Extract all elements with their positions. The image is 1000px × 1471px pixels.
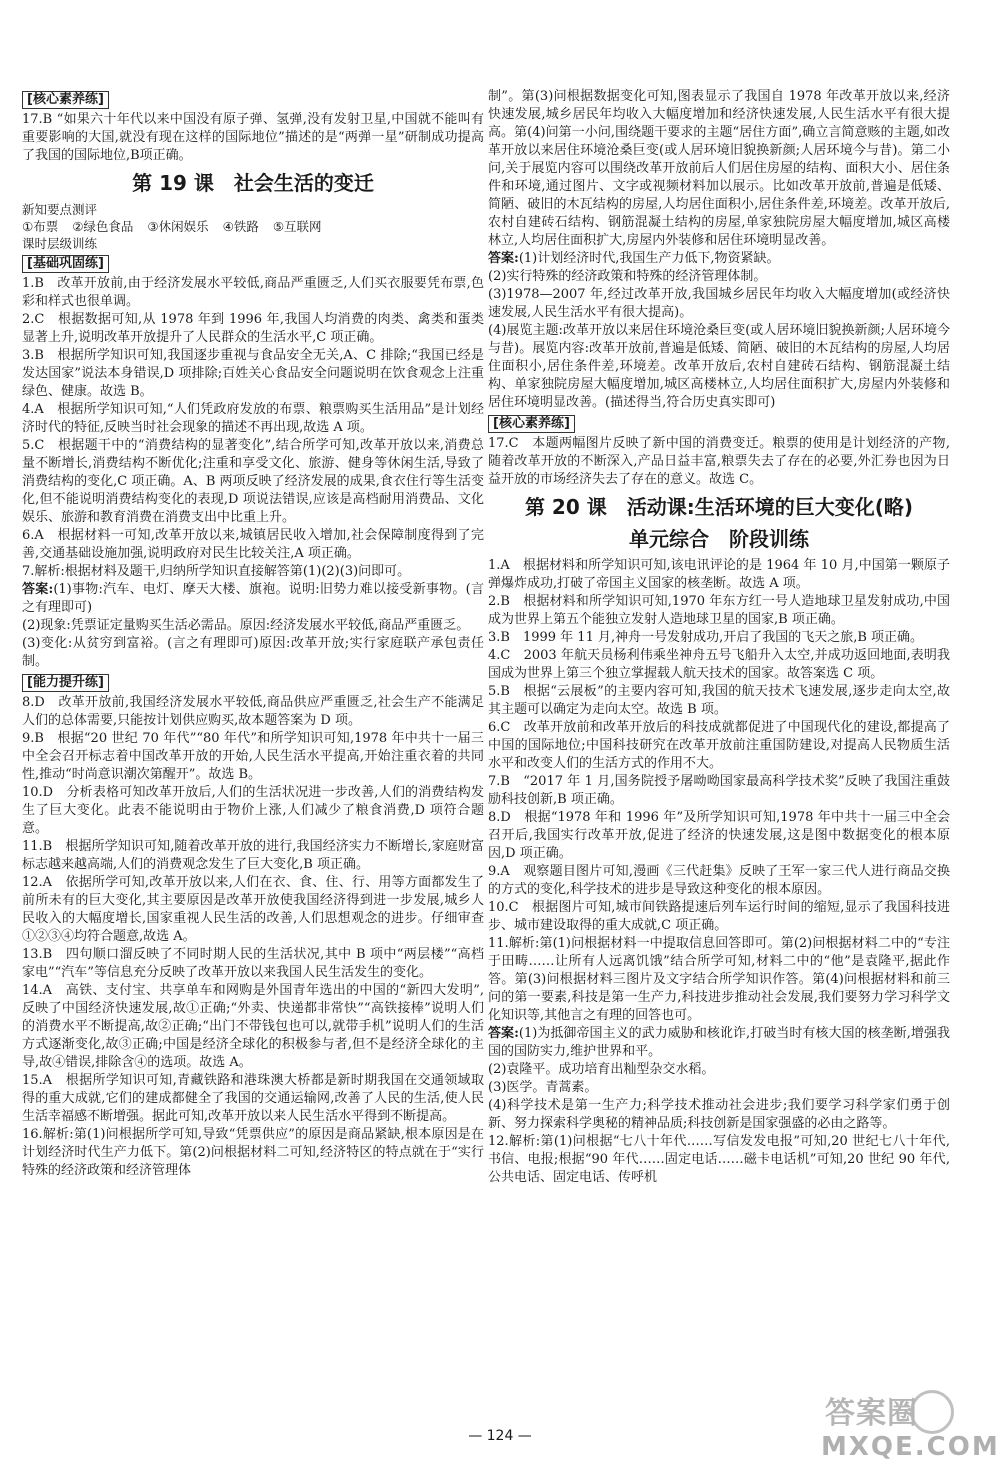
right-column (488, 88, 950, 1187)
answer-item: 17.C 本题两幅图片反映了新中国的消费变迁。粮票的使用是计划经济的产物,随着改革开放的不断深入,产品日益丰富,粮票失去了存在的必要,外汇券也因为日益开放的市场经济失去了存在的意义。故选 C。 (488, 436, 950, 487)
page-number: — 124 — (468, 1428, 532, 1444)
key-point: ①布票 (22, 219, 59, 234)
answer-item: 15.A 根据所学知识可知,青藏铁路和港珠澳大桥都是新时期我国在交通领域取得的重大成就,它们的建成都健全了我国的交通运输网,改善了人民的生活,使人民生活幸福感不断增强。据此可知,改革开放以来人民生活水平得到不断提高。 (22, 1073, 484, 1124)
lesson-19-title: 第 19 课 社会生活的变迁 (132, 171, 374, 195)
key-point: ⑤互联网 (272, 219, 322, 234)
answer-item: 1.B 改革开放前,由于经济发展水平较低,商品严重匮乏,人们买衣服要凭布票,色彩和样式也很单调。 (22, 276, 484, 309)
answer-item: 7.B “2017 年 1 月,国务院授予屠呦呦国家最高科学技术奖”反映了我国注重鼓励科技创新,B 项正确。 (488, 774, 950, 807)
answer-item: 5.C 根据题干中的“消费结构的显著变化”,结合所学可知,改革开放以来,消费总量不断增长,消费结构不断优化;注重和享受文化、旅游、健身等休闲生活,导致了消费结构的变化,C 项正确。A、B 两项反映了经济发展的成果,食衣住行等生活变化,但不能说明消费结构变化的表现,D 项说法错误,应该是高档耐用消费品、文化娱乐、旅游和教育消费在消费支出中比重上升。 (22, 438, 484, 525)
section-basic-head: [基础巩固练] (22, 255, 109, 273)
answer-block (488, 250, 950, 268)
answer-item: 16.解析:第(1)问根据所学可知,导致“凭票供应”的原因是商品紧缺,根本原因是在计划经济时代生产力低下。第(2)问根据材料二可知,经济特区的特点就在于“实行特殊的经济政策和经济管理体 (22, 1127, 484, 1178)
site-watermark (795, 1388, 1000, 1468)
answer-line: (1)计划经济时代,我国生产力低下,物资紧缺。 (518, 251, 780, 266)
answer-line: (3)1978—2007 年,经过改革开放,我国城乡居民年均收入大幅度增加(或经济快速发展,人民生活水平有很大提高)。 (488, 287, 950, 320)
watermark-url: MXQE.COM (821, 1432, 1000, 1462)
key-points-row (22, 218, 484, 235)
answer-item: 2.B 根据材料和所学知识可知,1970 年东方红一号人造地球卫星发射成功,中国成为世界上第五个能独立发射人造地球卫星的国家,B 项正确。 (488, 594, 950, 627)
answer-item: 1.A 根据材料和所学知识可知,该电讯评论的是 1964 年 10 月,中国第一颗原子弹爆炸成功,打破了帝国主义国家的核垄断。故选 A 项。 (488, 558, 950, 591)
answer-item: 8.D 根据“1978 年和 1996 年”及所学知识可知,1978 年中共十一届三中全会召开后,我国实行改革开放,促进了经济的快速发展,这是图中数据变化的根本原因,D 项正确。 (488, 810, 950, 861)
answer-item: 4.A 根据所学知识可知,“人们凭政府发放的布票、粮票购买生活用品”是计划经济时代的特征,反映当时社会现象的描述不再出现,故选 A 项。 (22, 402, 484, 435)
section-core-literacy-head: [核心素养练] (488, 415, 575, 433)
answer-item: 11.解析:第(1)问根据材料一中提取信息回答即可。第(2)问根据材料二中的“专注于田畴……让所有人远离饥饿”结合所学可知,材料二中的“他”是袁隆平,据此作答。第(3)问根据材料三图片及文字结合所学知识作答。第(4)问根据材料和前三问的第一要素,科技是第一生产力,科技进步推动社会发展,我们要努力学习科学文化知识等,其他言之有理的回答也可。 (488, 936, 950, 1023)
answer-item: 12.解析:第(1)问根据“七八十年代……写信发发电报”可知,20 世纪七八十年代,书信、电报;根据“90 年代……固定电话……磁卡电话机”可知,20 世纪 90 年代,公共电话、固定电话、传呼机 (488, 1134, 950, 1185)
answer-item-continued: 制”。第(3)问根据数据变化可知,图表显示了我国自 1978 年改革开放以来,经济快速发展,城乡居民年均收入大幅度增加和经济快速发展,人民生活水平有很大提高。第(4)问第一小问,围绕题干要求的主题“居住方面”,确立言简意赅的主题,如改革开放以来居住环境沧桑巨变(或人居环境旧貌换新颜;人居环境今与昔)。第二小问,关于展览内容可以围绕改革开放前后人们居住房屋的结构、面积大小、居住条件和环境,通过图片、文字或视频材料加以展示。比如改革开放前,普遍是低矮、简陋、破旧的木瓦结构的房屋,人均居住面积小,居住条件差,环境差。改革开放后,农村自建砖石结构、钢筋混凝土结构的房屋,单家独院房屋大幅度增加,城区高楼林立,人均居住面积扩大,房屋内外装修和居住环境明显改善。 (488, 89, 950, 248)
answer-item: 9.B 根据“20 世纪 70 年代”“80 年代”和所学知识可知,1978 年中共十一届三中全会召开标志着中国改革开放的开始,人民生活水平提高,开始注重衣着的共同性,推动“时尚意识潮次第醒开”。故选 B。 (22, 731, 484, 782)
answer-item: 6.A 根据材料一可知,改革开放以来,城镇居民收入增加,社会保障制度得到了完善,交通基础设施加强,说明政府对民生比较关注,A 项正确。 (22, 528, 484, 561)
answer-item: 10.D 分析表格可知改革开放后,人们的生活状况进一步改善,人们的消费结构发生了巨大变化。此表不能说明由于物价上涨,人们减少了粮食消费,D 项符合题意。 (22, 785, 484, 836)
key-point: ④铁路 (222, 219, 259, 234)
answer-item: 13.B 四句顺口溜反映了不同时期人民的生活状况,其中 B 项中“两层楼”“高档家电”“汽车”等信息充分反映了改革开放以来我国人民生活发生的变化。 (22, 947, 484, 980)
answer-line: (3)医学。青蒿素。 (488, 1080, 598, 1095)
answer-block (488, 1025, 950, 1061)
answer-line: (4)科学技术是第一生产力;科学技术推动社会进步;我们要学习科学家们勇于创新、努力探索科学奥秘的精神品质;科技创新是国家强盛的必由之路等。 (488, 1098, 950, 1131)
lesson-20-title: 第 20 课 活动课:生活环境的巨大变化(略) (524, 495, 914, 519)
answer-line: (2)现象:凭票证定量购买生活必需品。原因:经济发展水平较低,商品严重匮乏。 (22, 618, 470, 633)
answer-line: (1)为抵御帝国主义的武力威胁和核讹诈,打破当时有核大国的核垄断,增强我国的国防实力,维护世界和平。 (488, 1026, 950, 1059)
hours-training-head: 课时层级训练 (22, 236, 98, 251)
answer-item: 12.A 依据所学可知,改革开放以来,人们在衣、食、住、行、用等方面都发生了前所未有的巨大变化,其主要原因是改革开放使我国经济得到进一步发展,城乡人民收入的大幅度增长,国家重视人民生活的改善,人们思想观念的进步。仔细审查①②③④均符合题意,故选 A。 (22, 875, 484, 944)
answer-label: 答案: (488, 1026, 519, 1041)
new-knowledge-head: 新知要点测评 (22, 202, 98, 217)
answer-item: 6.C 改革开放前和改革开放后的科技成就都促进了中国现代化的建设,都提高了中国的国际地位;中国科技研究在改革开放前注重国防建设,对提高人民物质生活水平和改变人们的生活方式的作用不大。 (488, 720, 950, 771)
key-point: ③休闲娱乐 (147, 219, 209, 234)
answer-line: (2)袁隆平。成功培育出籼型杂交水稻。 (488, 1062, 715, 1077)
answer-line: (4)展览主题:改革开放以来居住环境沧桑巨变(或人居环境旧貌换新颜;人居环境今与昔)。展览内容:改革开放前,普遍是低矮、简陋、破旧的木瓦结构的房屋,人均居住面积小,居住条件差,环境差。改革开放后,农村自建砖石结构、钢筋混凝土结构、单家独院房屋大幅度增加,城区高楼林立,人均居住面积扩大,房屋内外装修和居住环境明显改善。(描述得当,符合历史真实即可) (488, 323, 950, 410)
answer-block (22, 581, 484, 617)
answer-label: 答案: (488, 251, 519, 266)
answer-line: (1)事物:汽车、电灯、摩天大楼、旗袍。说明:旧势力难以接受新事物。(言之有理即可) (22, 582, 484, 615)
watermark-text: 答案圈 (825, 1396, 918, 1431)
answer-line: (3)变化:从贫穷到富裕。(言之有理即可)原因:改革开放;实行家庭联产承包责任制。 (22, 636, 484, 669)
section-core-literacy-head: [核心素养练] (22, 91, 109, 109)
answer-item: 11.B 根据所学知识可知,随着改革开放的进行,我国经济实力不断增长,家庭财富标志越来越高端,人们的消费观念发生了巨大变化,B 项正确。 (22, 839, 484, 872)
left-column (22, 88, 484, 1180)
answer-item: 3.B 1999 年 11 月,神舟一号发射成功,开启了我国的飞天之旅,B 项正确。 (488, 630, 924, 645)
answer-item: 10.C 根据图片可知,城市间铁路提速后列车运行时间的缩短,显示了我国科技进步、城市建设取得的重大成就,C 项正确。 (488, 900, 950, 933)
answer-item: 2.C 根据数据可知,从 1978 年到 1996 年,我国人均消费的肉类、禽类和蛋类显著上升,说明改革开放提升了人民群众的生活水平,C 项正确。 (22, 312, 484, 345)
key-point: ②绿色食品 (72, 219, 134, 234)
section-ability-head: [能力提升练] (22, 674, 109, 692)
answer-line: (2)实行特殊的经济政策和特殊的经济管理体制。 (488, 269, 767, 284)
answer-label: 答案: (22, 582, 54, 597)
unit-review-title: 单元综合 阶段训练 (629, 527, 809, 551)
answer-item: 4.C 2003 年航天员杨利伟乘坐神舟五号飞船升入太空,并成功返回地面,表明我国成为世界上第三个独立掌握载人航天技术的国家。故答案选 C 项。 (488, 648, 950, 681)
answer-item: 8.D 改革开放前,我国经济发展水平较低,商品供应严重匮乏,社会生产不能满足人们的总体需要,只能按计划供应购买,故本题答案为 D 项。 (22, 695, 484, 728)
answer-item: 9.A 观察题目图片可知,漫画《三代赶集》反映了王军一家三代人进行商品交换的方式的变化,科学技术的进步是导致这种变化的根本原因。 (488, 864, 950, 897)
answer-item: 7.解析:根据材料及题干,归纳所学知识直接解答第(1)(2)(3)问即可。 (22, 564, 411, 579)
answer-item: 14.A 高铁、支付宝、共享单车和网购是外国青年选出的中国的“新四大发明”,反映了中国经济快速发展,故①正确;“外卖、快递都非常快”“高铁接棒”说明人们的消费水平不断提高,故②正确;“出门不带钱包也可以,就带手机”说明人们的生活方式逐渐变化,故③正确;中国是经济全球化的积极参与者,但不是经济全球化的主导,故④错误,排除含④的选项。故选 A。 (22, 983, 484, 1070)
answer-item: 17.B “如果六十年代以来中国没有原子弹、氢弹,没有发射卫星,中国就不能叫有重要影响的大国,就没有现在这样的国际地位”描述的是“两弹一星”研制成功提高了我国的国际地位,B项正确。 (22, 112, 484, 163)
answer-item: 3.B 根据所学知识可知,我国逐步重视与食品安全无关,A、C 排除;“我国已经是发达国家”说法本身错误,D 项排除;百姓关心食品安全问题说明在饮食观念上注重绿色、健康。故选 B。 (22, 348, 484, 399)
answer-item: 5.B 根据“云展板”的主要内容可知,我国的航天技术飞速发展,逐步走向太空,故其主题可以确定为走向太空。故选 B 项。 (488, 684, 950, 717)
